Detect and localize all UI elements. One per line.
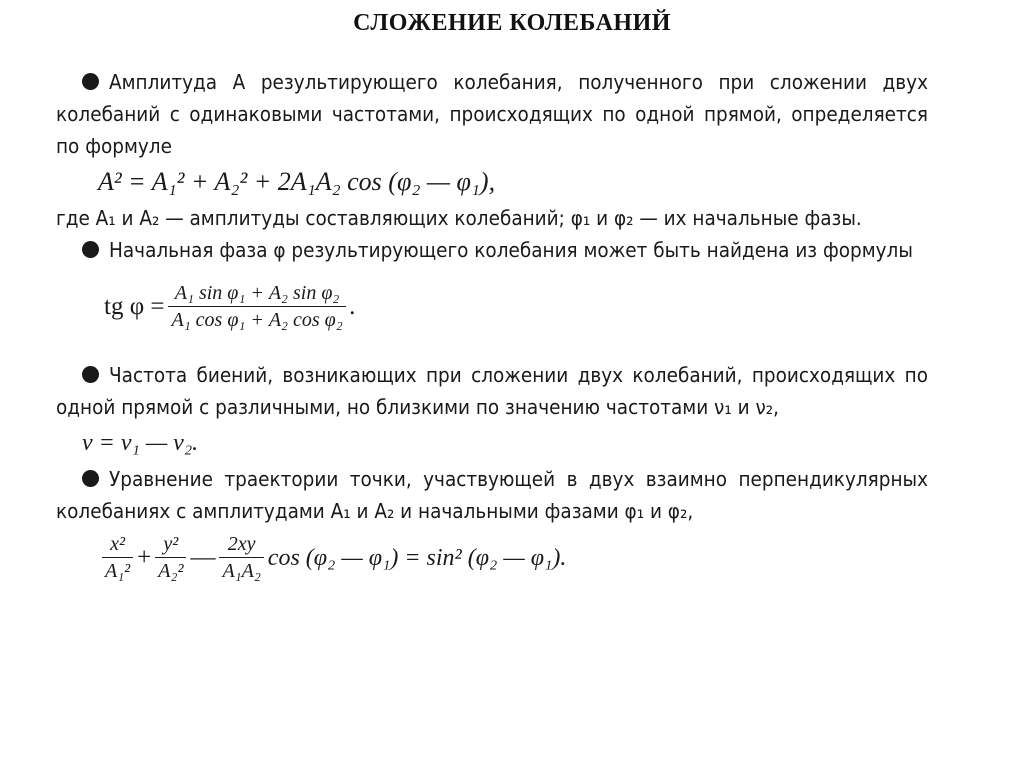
paragraph-phase-text: Начальная фаза φ результирующего колебания может быть найдена из формулы (109, 238, 913, 262)
paragraph-amplitude-text: Амплитуда A результирующего колебания, полученного при сложении двух колебаний с одинаковыми частотами, происходящих по одной прямой, определяется по формуле (56, 70, 928, 158)
paragraph-phase (56, 234, 928, 266)
minus-sign: — (190, 543, 216, 571)
paragraph-trajectory-text: Уравнение траектории точки, участвующей в двух взаимно перпендикулярных колебаниях с амплитудами A₁ и A₂ и начальными фазами φ₁ и φ₂, (56, 467, 928, 523)
bullet-icon (82, 73, 99, 90)
formula-trajectory (98, 531, 928, 584)
page-title: СЛОЖЕНИЕ КОЛЕБАНИЙ (353, 10, 671, 36)
paragraph-amplitude (56, 66, 928, 162)
paragraph-beats (56, 359, 928, 423)
term1-denominator: A₁² (102, 557, 133, 584)
term2-numerator: y² (163, 533, 179, 555)
bullet-icon (82, 366, 99, 383)
formula-amplitude-text: A² = A₁² + A₂² + 2A₁A₂ cos (φ₂ — φ₁), (98, 167, 496, 196)
term1-numerator: x² (110, 533, 126, 555)
paragraph-amplitude-definitions-text: где A₁ и A₂ — амплитуды составляющих колебаний; φ₁ и φ₂ — их начальные фазы. (56, 206, 862, 230)
formula-phase-end: . (349, 292, 356, 320)
formula-phase (104, 280, 928, 333)
term2-denominator: A₂² (155, 557, 186, 584)
bullet-icon (82, 241, 99, 258)
formula-phase-lhs: tg φ = (104, 292, 165, 320)
paragraph-amplitude-definitions (56, 202, 928, 234)
paragraph-trajectory (56, 463, 928, 527)
formula-trajectory-term1 (102, 531, 133, 584)
formula-phase-fraction (168, 280, 345, 333)
plus-sign: + (137, 543, 152, 571)
term3-denominator: A₁A₂ (219, 557, 263, 584)
formula-amplitude (98, 166, 928, 198)
paragraph-beats-text: Частота биений, возникающих при сложении двух колебаний, происходящих по одной прямой с различными, но близкими по значению частотами ν₁ и ν₂, (56, 363, 928, 419)
formula-beats-text: ν = ν₁ — ν₂. (82, 430, 199, 456)
formula-trajectory-term2 (155, 531, 186, 584)
document-body (56, 66, 928, 584)
formula-phase-denominator: A₁ cos φ₁ + A₂ cos φ₂ (168, 306, 345, 333)
formula-phase-numerator: A₁ sin φ₁ + A₂ sin φ₂ (174, 282, 340, 304)
formula-trajectory-term3 (219, 531, 263, 584)
formula-trajectory-rest: cos (φ₂ — φ₁) = sin² (φ₂ — φ₁). (267, 544, 567, 571)
bullet-icon (82, 470, 99, 487)
term3-numerator: 2xy (227, 533, 256, 555)
formula-beats (82, 427, 928, 459)
